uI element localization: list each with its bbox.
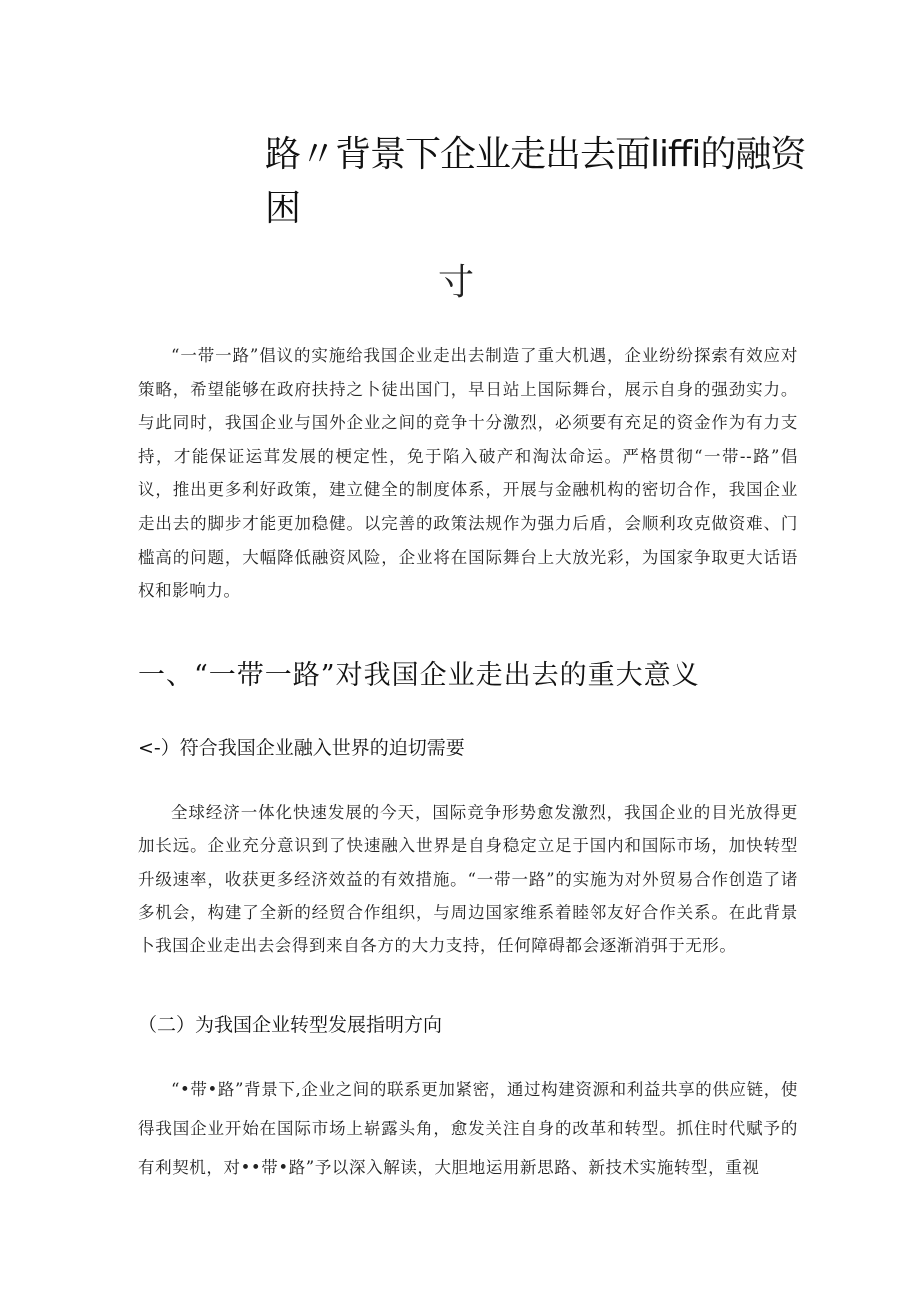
document-title: 路〃背景下企业走出去面liffi的融资困: [265, 134, 806, 229]
subsection-heading-1: <-）符合我国企业融入世界的迫切需要: [138, 737, 465, 759]
title-continuation: 寸: [438, 262, 475, 303]
section-heading-1: 一、“一带一路”对我国企业走出去的重大意义: [138, 660, 700, 691]
intro-paragraph: “一带一路”倡议的实施给我国企业走出去制造了重大机遇，企业纷纷探索有效应对策略，希望能够在政府扶持之卜徒出国门，早日站上国际舞台，展示自身的强劲实力。与此同时，我国企业与国外企业之间的竞争十分激烈，必须要有充足的资金作为有力支持，才能保证运茸发展的梗定性，免于陷入破产和淘汰命运。严格贯彻“一带--路”倡议，推出更多利好政策，建立健全的制度体系，开展与金融机构的密切合作，我国企业走出去的脚步才能更加稳健。以完善的政策法规作为强力后盾，会顺利攻克做资难、门槛高的问题，大幅降低融资风险，企业将在国际舞台上大放光彩，为国家争取更大话语权和影响力。: [138, 346, 798, 601]
subsection-heading-2: （二）为我国企业转型发展指明方向: [138, 1014, 443, 1036]
subsection-paragraph-2: “•带•路”背景下,企业之间的联系更加紧密，通过构建资源和利益共享的供应链，使得我国企业开始在国际市场上崭露头角，愈发关注自身的改革和转型。抓住时代赋予的有利契机，对••带•路”予以深入解读，大胆地运用新思路、新技术实施转型，重视: [138, 1080, 798, 1177]
subsection-paragraph-1: 全球经济一体化快速发展的今天，国际竞争形势愈发激烈，我国企业的目光放得更加长远。企业充分意识到了快速融入世界是自身稳定立足于国内和国际市场，加快转型升级速率，收获更多经济效益的有效措施。“一带一路”的实施为对外贸易合作创造了诸多机会，构建了全新的经贸合作组织，与周边国家维系着睦邻友好合作关系。在此背景卜我国企业走出去会得到来自各方的大力支持，任何障碍都会逐渐消弭于无形。: [138, 803, 798, 956]
